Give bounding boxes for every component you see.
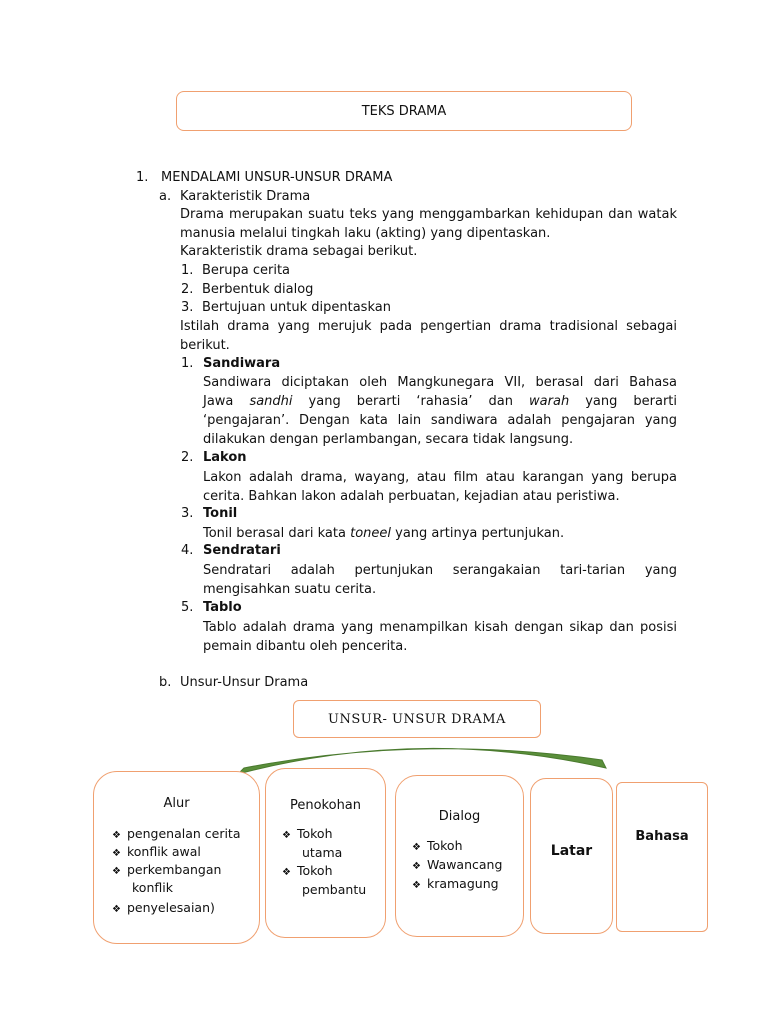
term-2-line2: cerita. Bahkan lakon adalah perbuatan, kejadian atau peristiwa. [203, 489, 620, 504]
bullet-icon: ❖ [112, 866, 121, 877]
term-5-num: 5. [181, 600, 194, 615]
term-1-desc [203, 373, 677, 449]
term-1-line2-a: Jawa [203, 394, 250, 409]
term-4-line2: mengisahkan suatu cerita. [203, 582, 377, 597]
penokohan-box [265, 768, 386, 938]
term-1-line1: Sandiwara diciptakan oleh Mangkunegara VII, berasal dari Bahasa [203, 375, 677, 390]
term-1-line3: ‘pengajaran’. Dengan kata lain sandiwara adalah pengajaran yang [203, 413, 677, 428]
section-title: MENDALAMI UNSUR-UNSUR DRAMA [161, 170, 393, 185]
term-2-line1: Lakon adalah drama, wayang, atau film atau karangan yang berupa [203, 470, 677, 485]
bullet-icon: ❖ [112, 848, 121, 859]
alur-box [93, 771, 260, 944]
latar-box [530, 778, 613, 934]
penokohan-item-1-text: Tokoh [296, 826, 333, 841]
para1-line2: manusia melalui tingkah laku (akting) yang dipentaskan. [180, 225, 551, 241]
bahasa-title: Bahasa [635, 829, 689, 844]
list-item-2: Berbentuk dialog [202, 282, 314, 297]
term-3-desc [203, 524, 564, 543]
term-1-sandhi: sandhi [249, 394, 293, 409]
term-1-name: Sandiwara [203, 356, 281, 371]
term-3-toneel: toneel [350, 526, 392, 541]
alur-item-2-text: konflik awal [126, 844, 201, 859]
title-box [176, 91, 632, 131]
dialog-box [395, 775, 524, 937]
alur-item-3-text: perkembangan [126, 862, 222, 877]
list-num-1: 1. [181, 263, 194, 278]
istilah-paragraph [180, 318, 677, 355]
term-5-line2: pemain dibantu oleh pencerita. [203, 639, 408, 654]
dialog-item-1 [412, 837, 463, 858]
para1-line1: Drama merupakan suatu teks yang menggambarkan kehidupan dan watak [180, 207, 677, 222]
karakteristik-paragraph [180, 206, 677, 262]
bullet-icon: ❖ [112, 830, 121, 841]
dialog-item-1-text: Tokoh [426, 838, 463, 853]
term-2-num: 2. [181, 450, 194, 465]
bullet-icon: ❖ [412, 880, 421, 891]
dialog-item-2-text: Wawancang [426, 857, 503, 872]
term-4-num: 4. [181, 543, 194, 558]
term-1-line2-e: yang berarti [569, 394, 678, 409]
term-4-desc [203, 561, 677, 599]
sub-b-label: b. [159, 675, 172, 690]
alur-item-3-cont: konflik [132, 880, 173, 895]
penokohan-item-1 [282, 825, 333, 846]
term-4-line1: Sendratari adalah pertunjukan serangakaian tari-tarian yang [203, 563, 677, 578]
term-3-name: Tonil [203, 506, 238, 521]
penokohan-title: Penokohan [289, 798, 362, 813]
term-1-line2-c: yang berarti ‘rahasia’ dan [292, 394, 530, 409]
term-1-num: 1. [181, 356, 194, 371]
term-1-warah: warah [529, 394, 570, 409]
bullet-icon: ❖ [282, 867, 291, 878]
page-title: TEKS DRAMA [361, 103, 447, 119]
sub-b-title: Unsur-Unsur Drama [180, 675, 309, 690]
penokohan-item-2-text: Tokoh [296, 863, 333, 878]
list-num-2: 2. [181, 282, 194, 297]
dialog-title: Dialog [438, 809, 481, 824]
dialog-item-3-text: kramagung [426, 876, 499, 891]
list-item-3: Bertujuan untuk dipentaskan [202, 300, 391, 315]
penokohan-item-1-cont: utama [302, 845, 343, 860]
bullet-icon: ❖ [112, 904, 121, 915]
penokohan-item-2-cont: pembantu [302, 882, 367, 897]
para2: Karakteristik drama sebagai berikut. [180, 244, 418, 260]
alur-title: Alur [163, 796, 190, 811]
term-1-line4: dilakukan dengan perlambangan, secara tidak langsung. [203, 432, 574, 447]
term-2-desc [203, 468, 677, 506]
diagram-header: UNSUR- UNSUR DRAMA [328, 711, 506, 727]
list-item-1: Berupa cerita [202, 263, 291, 278]
term-5-desc [203, 618, 677, 656]
alur-item-4-text: penyelesaian) [126, 900, 215, 915]
term-3-num: 3. [181, 506, 194, 521]
bullet-icon: ❖ [412, 842, 421, 853]
penokohan-item-2 [282, 862, 333, 883]
term-5-name: Tablo [203, 600, 242, 615]
para3-line1: Istilah drama yang merujuk pada pengertian drama tradisional sebagai [180, 319, 677, 334]
bahasa-box [616, 782, 708, 932]
dialog-item-2 [412, 856, 502, 877]
term-3-line1-c: yang artinya pertunjukan. [391, 526, 565, 541]
diagram-header-box [293, 700, 541, 738]
alur-item-1-text: pengenalan cerita [126, 826, 241, 841]
term-4-name: Sendratari [203, 543, 281, 558]
dialog-item-3 [412, 875, 499, 896]
term-3-line1-a: Tonil berasal dari kata [203, 526, 351, 541]
para3-line2: berikut. [180, 337, 230, 353]
bullet-icon: ❖ [282, 830, 291, 841]
sub-a-label: a. [159, 189, 172, 204]
term-1-line2 [203, 392, 677, 411]
term-5-line1: Tablo adalah drama yang menampilkan kisah dengan sikap dan posisi [203, 620, 677, 635]
list-num-3: 3. [181, 300, 194, 315]
alur-item-4 [112, 899, 215, 920]
bullet-icon: ❖ [412, 861, 421, 872]
section-number: 1. [136, 170, 149, 185]
latar-title: Latar [550, 843, 593, 859]
term-2-name: Lakon [203, 450, 247, 465]
sub-a-title: Karakteristik Drama [180, 189, 311, 204]
